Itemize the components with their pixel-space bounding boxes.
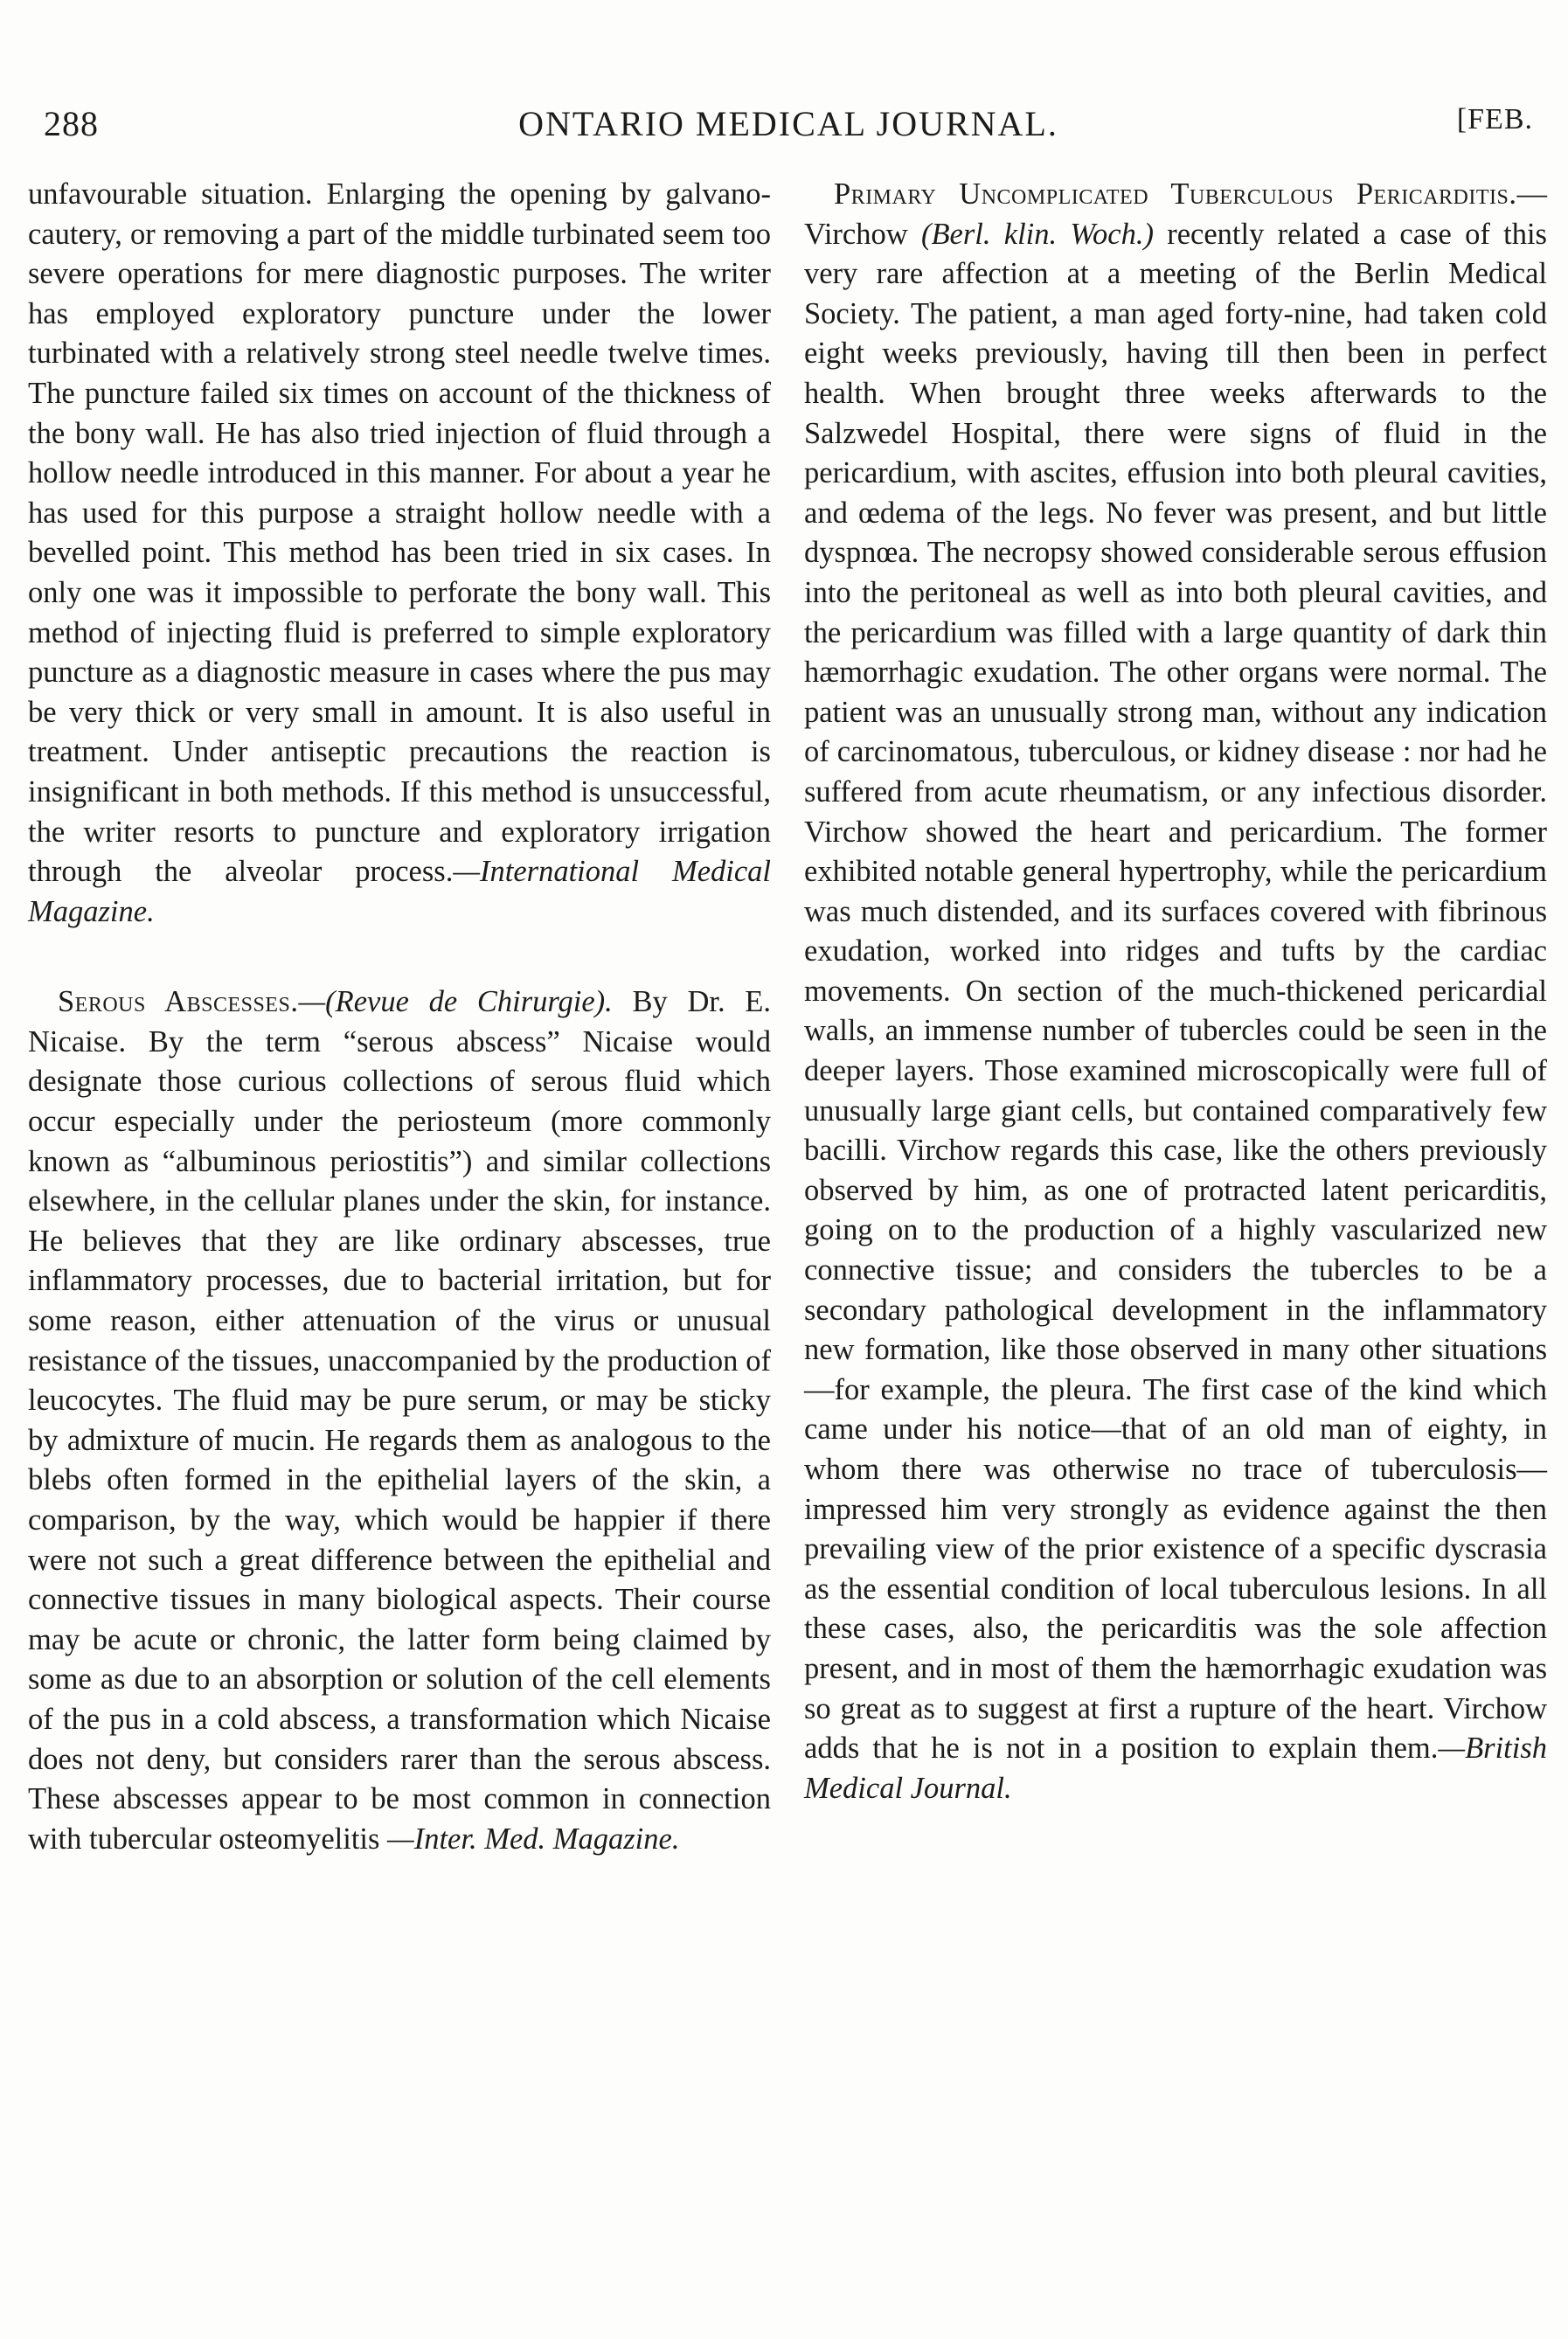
article-source: —British Medical Journal. xyxy=(804,1732,1547,1805)
continued-article-text: unfavourable situation. Enlarging the opening by galvano-cautery, or removing a part of the middle turbinated seem too severe operations for mere diagnostic purposes. The writer has employed exploratory puncture under the lower turbinated with a relatively strong steel needle twelve times. The puncture failed six times on account of the thickness of the bony wall. He has also tried injection of fluid through a hollow needle introduced in this manner. For about a year he has used for this purpose a straight hollow needle with a bevelled point. This method has been tried in six cases. In only one was it impossible to perforate the bony wall. This method of injecting fluid is preferred to simple exploratory puncture as a diagnostic measure in cases where the pus may be very thick or very small in amount. It is also useful in treatment. Under antiseptic precautions the reaction is insignificant in both methods. If this method is unsuccessful, the writer resorts to puncture and exploratory irrigation through the alveolar process. xyxy=(28,177,771,889)
right-column xyxy=(804,175,1547,1808)
article-tuberculous-pericarditis xyxy=(804,175,1547,1808)
article-body: recently related a case of this very rare affection at a meeting of the Berlin Medical Society. The patient, a man aged forty-nine, had taken cold eight weeks previously, having till then been in perfect health. When brought three weeks afterwards to the Salzwedel Hospital, there were signs of fluid in the pericardium, with ascites, effusion into both pleural cavities, and œdema of the legs. No fever was present, and but little dyspnœa. The necropsy showed considerable serous effusion into the peritoneal as well as into both pleural cavities, and the pericardium was filled with a large quantity of dark thin hæmorrhagic exudation. The other organs were normal. The patient was an unusually strong man, without any indication of carcinomatous, tuberculous, or kidney disease : nor had he suffered from acute rheumatism, or any infectious disorder. Virchow showed the heart and pericardium. The former exhibited notable general hypertrophy, while the pericardium was much distended, and its surfaces covered with fibrinous exudation, worked into ridges and tufts by the cardiac movements. On section of the much-thickened pericardial walls, an immense number of tubercles could be seen in the deeper layers. Those examined microscopically were full of unusually large giant cells, but contained comparatively few bacilli. Virchow regards this case, like the others previously observed by him, as one of protracted latent pericarditis, going on to the production of a highly vascularized new connective tissue; and considers the tubercles to be a secondary pathological development in the inflammatory new formation, like those observed in many other situations—for example, the pleura. The first case of the kind which came under his notice—that of an old man of eighty, in whom there was otherwise no trace of tuberculosis—impressed him very strongly as evidence against the then prevailing view of the prior existence of a specific dyscrasia as the essential condition of local tuberculous lesions. In all these cases, also, the pericarditis was the sole affection present, and in most of them the hæmorrhagic exudation was so great as to suggest at first a rupture of the heart. Virchow adds that he is not in a position to explain them. xyxy=(804,217,1547,1766)
continued-article-source: —International Medical Magazine. xyxy=(28,855,771,928)
article-source-inline: (Berl. klin. Woch.) xyxy=(920,217,1154,251)
article-body: By Dr. E. Nicaise. By the term “serous abscess” Nicaise would designate those curious collections of serous fluid which occur especially under the periosteum (more commonly known as “albuminous periostitis”) and similar collections elsewhere, in the cellular planes under the skin, for instance. He believes that they are like ordinary abscesses, true inflammatory processes, due to bacterial irritation, but for some reason, either attenuation of the virus or unusual resistance of the tissues, unaccompanied by the production of leucocytes. The fluid may be pure serum, or may be sticky by admixture of mucin. He regards them as analogous to the blebs often formed in the epithelial layers of the skin, a comparison, by the way, which would be happier if there were not such a great difference between the epithelial and connective tissues in many biological aspects. Their course may be acute or chronic, the latter form being claimed by some as due to an absorption or solution of the cell elements of the pus in a cold abscess, a transformation which Nicaise does not deny, but considers rarer than the serous abscess. These abscesses appear to be most common in connection with tubercular osteomyelitis xyxy=(28,985,772,1856)
running-header xyxy=(44,103,1533,156)
article-source-inline: —(Revue de Chirurgie). xyxy=(298,985,613,1019)
page-number: 288 xyxy=(44,104,99,143)
article-serous-abscesses xyxy=(28,982,771,1859)
article-heading: Serous Abscesses. xyxy=(58,985,299,1019)
issue-month: [FEB. xyxy=(1456,103,1533,135)
article-dash: —Virchow xyxy=(804,177,1547,251)
article-source: —Inter. Med. Magazine. xyxy=(387,1822,680,1856)
left-column xyxy=(28,175,771,1859)
continued-article xyxy=(28,175,771,932)
journal-title: ONTARIO MEDICAL JOURNAL. xyxy=(518,104,1058,143)
article-heading: Primary Uncomplicated Tuberculous Pericarditis. xyxy=(834,177,1517,211)
